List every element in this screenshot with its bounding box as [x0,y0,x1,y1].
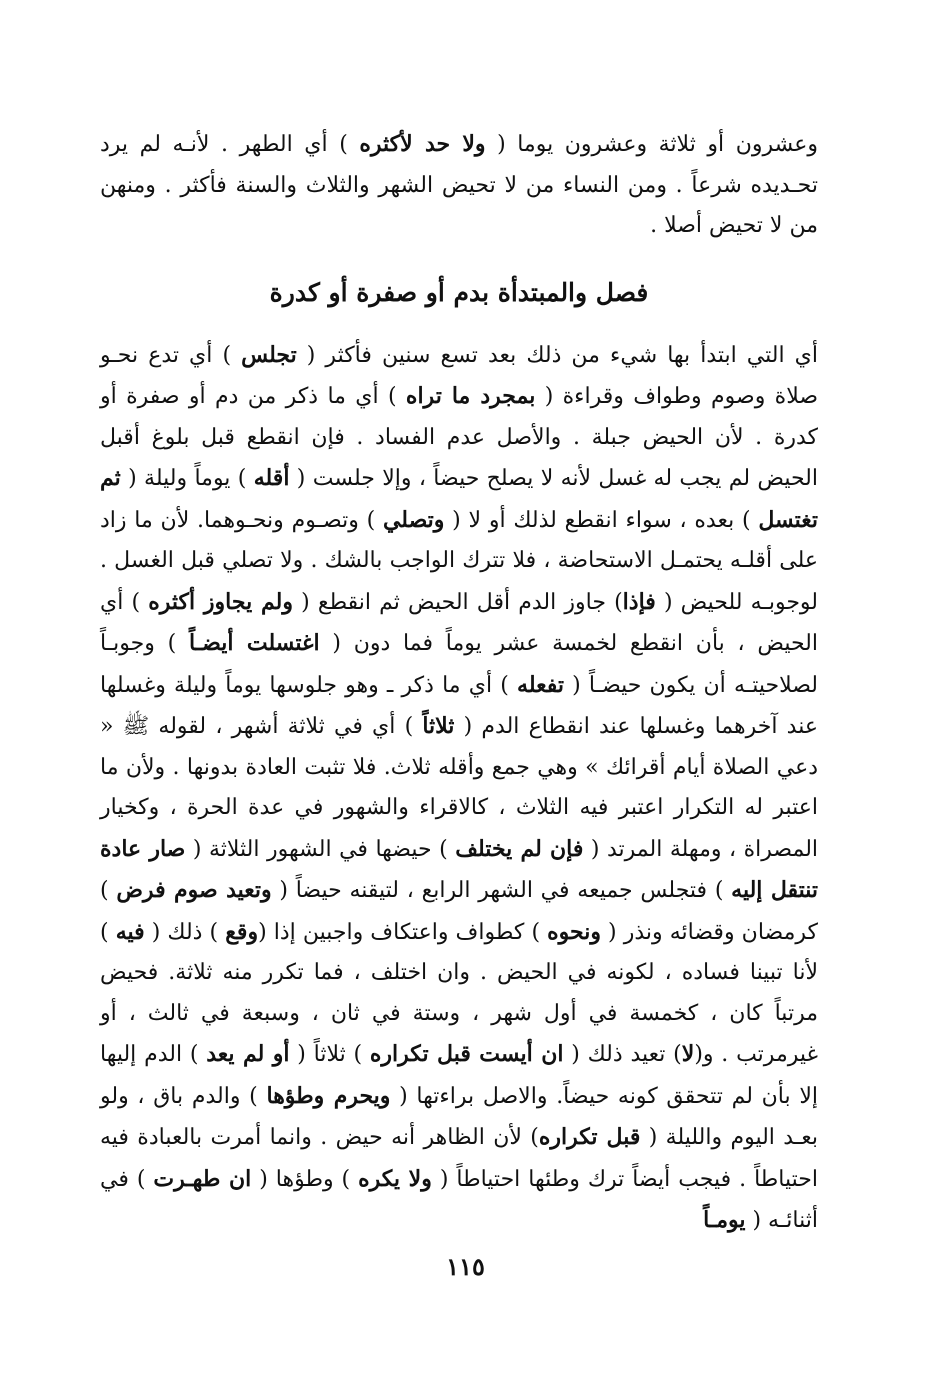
bold-term: ويحرم وطؤها [266,1082,391,1109]
section-heading: فصل والمبتدأة بدم أو صفرة أو كدرة [269,277,649,307]
text-run: ) وتصـوم ونحـوهما. لأن ما زاد على أقلـه يحتمـل الاستحاضة ، فلا تترك الواجب بالشك . ولا تصلي قبل الغسل . لوجوبـه للحيض ( [100,507,818,615]
page-number: ١١٥ [446,1252,485,1281]
text-run: ) وجوبـاً لصلاحيتـه أن يكون حيضـاً ( [100,631,818,698]
body-paragraph [100,335,818,1242]
bold-term: أقله [253,465,290,491]
bold-term: ثم تغتسل [100,465,818,533]
bold-term: فإذا [622,588,656,615]
bold-term: تفعله [517,671,564,698]
text-run: ) لأن الظاهر أنه حيض . وانما أمرت بالعبادة فيه احتياطاً . فيجب أيضاً ترك وطئها احتياطاً ( [100,1125,818,1192]
bold-term: صار عادة تنتقل إليه [100,835,819,903]
bold-term: فيه [115,918,145,945]
text-run: ) والدم باق ، ولو بعـد اليوم والليلة ( [100,1083,819,1150]
text-run: أي التي ابتدأ بها شيء من ذلك بعد تسع سنين فأكثر ( [296,342,818,368]
text-run: ) ذلك ( [144,919,226,945]
text-run: ) يوماً وليلة ( [120,466,254,491]
text-run: ) الدم إليها إلا بأن لم تتحقق كونه حيضاً. والاصل براءتها ( [100,1042,818,1109]
text-run: ) جاوز الدم أقل الحيض ثم انقطع ( [292,589,623,615]
text-run: ) حيضها في الشهور الثلاثة ( [185,836,456,862]
text-run: ) وطؤها ( [251,1166,359,1192]
text-run: ) فتجلس جميعه في الشهر الرابع ، لتيقنه حيضاً ( [271,878,732,903]
bold-term: ولا يكره [358,1165,432,1192]
bold-term: لا [681,1041,695,1067]
bold-term: تجلس [241,341,297,368]
bold-term: ولم يجاوز أكثره [148,588,293,615]
text-run: ) أي الحيض ، بأن انقطع لخمسة عشر يوماً فما دون ( [100,589,818,656]
bold-term: فإن لم يختلف [455,835,584,862]
text-run: ) أي ما ذكر من دم أو صفرة أو كدرة . لأن الحيض جبلة . والأصل عدم الفساد . فإن انقطع قبل بلوغ أقبل الحيض لم يجب له غسل لأنه لا يصلح حيضاً ، وإلا جلست ( [100,384,818,491]
bold-term: ولا حد لأكثره [359,131,486,157]
bold-term: وقع [225,918,259,945]
text-run: ) لأنا تبينا فساده ، لكونه في الحيض . وان اختلف ، فما تكرر منه ثلاثة. فحيض مرتباً كان ، كخمسة في أول شهر ، وستة في ثان ، وسبعة في ثالث ، أو غيرمرتب . و( [100,919,819,1067]
bold-term: وتصلي [382,506,445,533]
text-run: ) كرمضان وقضائه ونذر ( [100,878,819,945]
bold-term: اغتسلت أيضـاً [188,630,320,656]
bold-term: ثلاثاً [422,713,455,739]
text-run: ) أي تدع نحـو صلاة وصوم وطواف وقراءة ( [100,342,819,409]
intro-paragraph [100,124,818,247]
text-run: ) بعده ، سواء انقطع لذلك أو لا ( [444,507,759,533]
text-run: وعشرون أو ثلاثة وعشرون يوما ( [485,132,818,157]
text-run: ) أي ما ذكر ـ وهو جلوسها يوماً وليلة وغسلها عند آخرهما وغسلها عند انقطاع الدم ( [100,672,818,739]
text-run: ) أي في ثلاثة أشهر ، لقوله ﷺ « دعي الصلاة أيام أقرائك » وهي جمع وأقله ثلاث. فلا تثبت العادة بدونها . ولأن ما اعتبر له التكرار اعتبر فيه الثلاث ، كالاقراء والشهور في عدة الحرة ، وكخيار المصراة ، ومهلة المرتد ( [100,714,819,862]
bold-term: ونحوه [547,918,601,945]
text-run: ) كطواف واعتكاف واجبين إذا ( [258,919,548,945]
text-run: ) ثلاثاً ( [289,1042,370,1067]
page-content [100,124,818,1242]
bold-term: ان طهـرت [153,1165,252,1192]
bold-term: قبل تكراره [538,1124,641,1150]
text-run: ) في أثنائـه ( [100,1166,818,1233]
bold-term: ان أيست قبل تكراره [369,1041,564,1067]
bold-term: يومـاً [703,1207,746,1233]
bold-term: وتعيد صوم فرض [116,877,272,903]
text-run: ) أي الطهر . لأنـه لم يرد تحـديده شرعاً . ومن النساء من لا تحيض الشهر والثلاث والسنة فأكثر . ومنهن من لا تحيض أصلا . [100,132,818,238]
text-run: ) تعيد ذلك ( [563,1042,682,1067]
bold-term: أو لم يعد [206,1041,290,1067]
bold-term: بمجرد ما تراه [405,383,536,409]
